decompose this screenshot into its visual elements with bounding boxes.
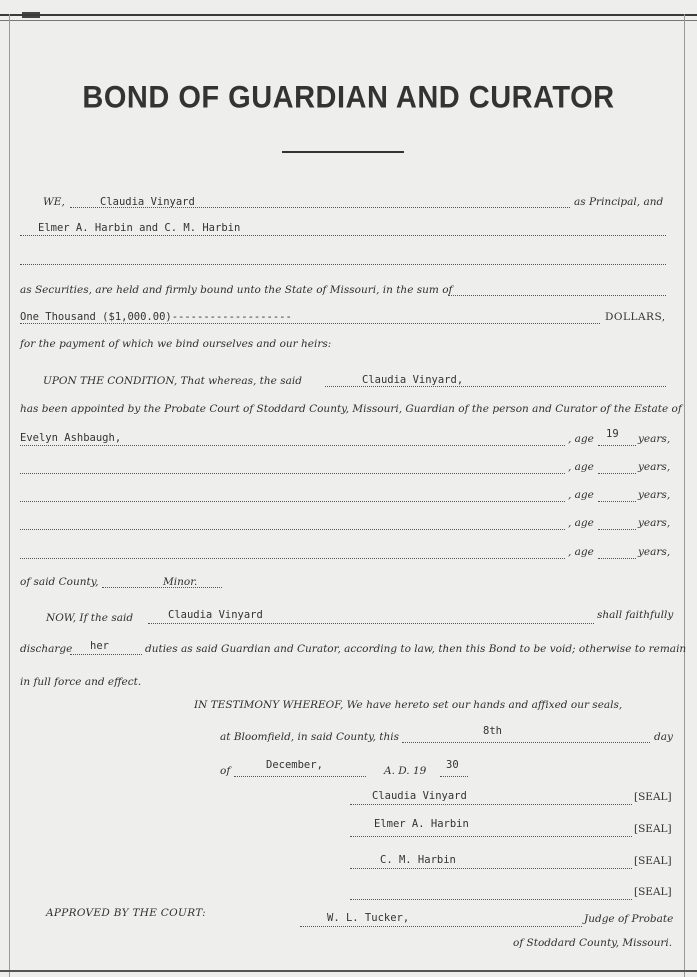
ward-years-label: years,	[638, 546, 671, 558]
day-line	[402, 742, 650, 743]
payment-text: for the payment of which we bind ourselves and our heirs:	[20, 338, 332, 350]
condition-line	[325, 386, 666, 387]
signature-name: Claudia Vinyard	[372, 790, 467, 802]
discharge-pronoun: her	[90, 640, 109, 652]
ward-age-line	[598, 558, 636, 559]
sum-line	[20, 323, 600, 324]
pronoun-line	[70, 654, 142, 655]
county-line	[102, 587, 222, 588]
place-text: at Bloomfield, in said County, this	[220, 731, 400, 743]
month-line	[234, 776, 366, 777]
ward-line	[20, 473, 565, 474]
frame-bottom	[0, 970, 697, 972]
minor-label: Minor.	[163, 576, 198, 588]
ward-years-label: years,	[638, 433, 671, 445]
ward-age-line	[598, 529, 636, 530]
ward-line	[20, 501, 565, 502]
court-name: of Stoddard County, Missouri.	[513, 937, 673, 949]
year-line	[440, 776, 468, 777]
title-rule	[282, 151, 404, 153]
securities-line	[20, 235, 666, 236]
now-line	[148, 623, 594, 624]
ward-age: 19	[606, 428, 619, 440]
bound-text: as Securities, are held and firmly bound unto the State of Missouri, in the sum of	[20, 284, 453, 296]
seal-label: [SEAL]	[634, 823, 672, 835]
now-name: Claudia Vinyard	[168, 609, 263, 621]
seal-label: [SEAL]	[634, 886, 672, 898]
ward-age-label: , age	[568, 489, 594, 501]
now-suffix: shall faithfully	[597, 609, 674, 621]
ward-age-label: , age	[568, 517, 594, 529]
ward-years-label: years,	[638, 489, 671, 501]
ward-line	[20, 529, 565, 530]
full-force-text: in full force and effect.	[20, 676, 142, 688]
sum-line-start	[448, 295, 666, 296]
frame-top-inner	[0, 20, 697, 21]
signature-name: Elmer A. Harbin	[374, 818, 469, 830]
ward-age-line	[598, 445, 636, 446]
appointed-text: has been appointed by the Probate Court of Stoddard County, Missouri, Guardian of the person and Curator of the Estate of	[20, 403, 682, 415]
ad-label: A. D. 19	[384, 765, 427, 777]
ward-line	[20, 445, 565, 446]
judge-name: W. L. Tucker,	[327, 912, 410, 924]
ward-age-label: , age	[568, 546, 594, 558]
frame-top	[0, 14, 697, 16]
signature-line	[350, 836, 632, 837]
seal-label: [SEAL]	[634, 855, 672, 867]
signature-line	[350, 868, 632, 869]
ward-years-label: years,	[638, 461, 671, 473]
securities-names: Elmer A. Harbin and C. M. Harbin	[38, 222, 241, 234]
signature-line	[350, 804, 632, 805]
frame-right	[684, 14, 685, 977]
judge-line	[300, 926, 582, 927]
of-label: of	[220, 765, 231, 777]
sum-amount: One Thousand ($1,000.00)-------------------	[20, 311, 292, 323]
principal-suffix: as Principal, and	[574, 196, 664, 208]
ward-age-label: , age	[568, 433, 594, 445]
discharge-text: duties as said Guardian and Curator, according to law, then this Bond to be void; otherwise to remain	[145, 643, 687, 655]
testimony-text: IN TESTIMONY WHEREOF, We have hereto set our hands and affixed our seals,	[194, 699, 623, 711]
day-label: day	[654, 731, 673, 743]
month-value: December,	[266, 759, 323, 771]
signature-name: C. M. Harbin	[380, 854, 456, 866]
dollars-label: DOLLARS,	[605, 311, 666, 323]
year-value: 30	[446, 759, 459, 771]
judge-title: Judge of Probate	[584, 913, 674, 925]
condition-prefix: UPON THE CONDITION, That whereas, the said	[43, 375, 302, 387]
ward-name: Evelyn Ashbaugh,	[20, 432, 122, 444]
discharge-prefix: discharge	[20, 643, 73, 655]
ward-age-line	[598, 473, 636, 474]
signature-line	[350, 899, 632, 900]
approval-label: APPROVED BY THE COURT:	[46, 907, 206, 919]
condition-name: Claudia Vinyard,	[362, 374, 464, 386]
ward-age-line	[598, 501, 636, 502]
principal-name: Claudia Vinyard	[100, 196, 195, 208]
frame-left	[9, 14, 10, 977]
principal-prefix: WE,	[43, 196, 65, 208]
ward-line	[20, 558, 565, 559]
ward-years-label: years,	[638, 517, 671, 529]
seal-label: [SEAL]	[634, 791, 672, 803]
securities-line-2	[20, 264, 666, 265]
county-prefix: of said County,	[20, 576, 99, 588]
document-title: BOND OF GUARDIAN AND CURATOR	[82, 80, 615, 116]
now-prefix: NOW, If the said	[46, 612, 134, 624]
day-value: 8th	[483, 725, 502, 737]
ward-age-label: , age	[568, 461, 594, 473]
